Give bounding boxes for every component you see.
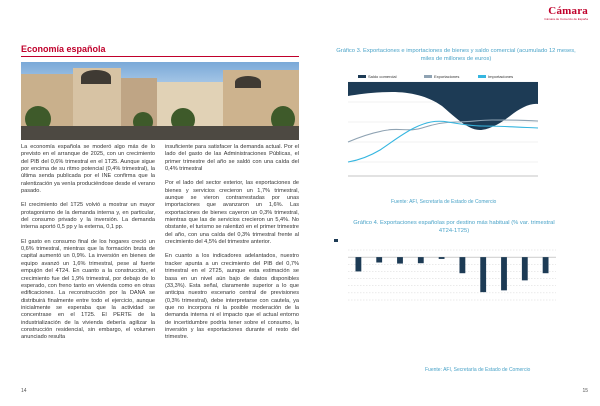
chart-4-legend — [334, 239, 338, 242]
bar — [418, 257, 424, 263]
chart-3-source: Fuente: AFI, Secretaría de Estado de Comercio — [391, 199, 497, 205]
camara-logo — [528, 5, 588, 21]
legend-label-importaciones: Importaciones — [488, 74, 514, 79]
paragraph: La economía española se moderó algo más de lo previsto en el arranque de 2025, con un crecimiento del PIB del 0,6% trimestral en el 1T25. Aunque sigue por encima de su ritmo potencial (0,4% trimestral), la última senda publicada por el INE confirma que la ralentización ya venía produciéndose desde el verano pasado. — [21, 144, 155, 195]
legend-label-saldo: Saldo comercial — [368, 74, 397, 79]
bar — [397, 257, 403, 263]
chart-3-title: Gráfico 3. Exportaciones e importaciones de bienes y saldo comercial (acumulado 12 meses, miles de millones de euros) — [336, 48, 576, 62]
trade-line-chart — [330, 72, 580, 192]
paragraph: Por el lado del sector exterior, las exportaciones de bienes y servicios crecieron un 1,7% trimestral, aunque se vieron contrarrestadas por unas importaciones que avanzaron un 1,6%. Las exportaciones de bienes cayeron un 0,3% trimestral, mientras que las de servicios crecieron un 5,4%. No obstante, el turismo se ralentizó en el primer trimestre del año, con una caída del 0,3% trimestral frente al crecimiento del 4,5% del trimestre anterior. — [165, 180, 299, 246]
paragraph: insuficiente para satisfacer la demanda actual. Por el lado del gasto de las Administraciones Públicas, el primer trimestre del año se saldó con una caída del 0,4% trimestral — [165, 144, 299, 173]
paragraph: El gasto en consumo final de los hogares creció un 0,6% trimestral, mientras que la formación bruta de capital aumentó un 0,9%. La inversión en bienes de equipo avanzó un 1,6% trimestral, pese al fuerte empujón del 4T24. En cuanto a la construcción, el crecimiento fue del 1,9% trimestral, por debajo de lo esperado, con freno tanto en vivienda como en otras edificaciones. La reconstrucción por la DANA se distribuirá finalmente entre todo el ejercicio, aunque inicialmente se esperaba que la actividad se concentrase en el 1T25. El PERTE de la industrialización de la vivienda debería agilizar la construcción residencial, sin embargo, el volumen anunciado resulta — [21, 238, 155, 341]
legend-swatch-importaciones — [478, 75, 486, 78]
bar — [439, 257, 445, 259]
importaciones-line — [348, 121, 538, 162]
bar — [522, 257, 528, 280]
legend-swatch-saldo — [358, 75, 366, 78]
logo-tagline: Cámara de Comercio de España — [544, 17, 588, 21]
bar — [501, 257, 507, 290]
bar — [543, 257, 549, 273]
chart-4-title: Gráfico 4. Exportaciones españolas por destino más habitual (% var. trimestral 4T24-1T25) — [353, 220, 555, 234]
section-title: Economía española — [21, 44, 106, 54]
title-divider — [21, 56, 299, 57]
exports-destination-bar-chart — [330, 236, 560, 361]
chart-3-legend — [358, 74, 513, 79]
bar — [355, 257, 361, 271]
page-number-left: 14 — [21, 388, 27, 394]
chart-4-source: Fuente: AFI, Secretaría de Estado de Comercio — [425, 367, 531, 373]
page-number-right: 15 — [582, 388, 588, 394]
text-column-right — [165, 144, 299, 349]
bar — [480, 257, 486, 292]
exportaciones-line — [348, 120, 538, 142]
paragraph: El crecimiento del 1T25 volvió a mostrar un mayor protagonismo de la demanda interna y, en particular, del consumo privado y la inversión. La demanda interna aportó 0,5 pp y la externa, 0,1 pp. — [21, 202, 155, 231]
legend-swatch-exportaciones — [424, 75, 432, 78]
madrid-street-photo — [21, 62, 299, 140]
legend-label-exportaciones: Exportaciones — [434, 74, 460, 79]
text-column-left — [21, 144, 155, 349]
bar — [459, 257, 465, 273]
logo-wordmark: Cámara — [548, 5, 588, 17]
paragraph: En cuanto a los indicadores adelantados, nuestro tracker apunta a un crecimiento del PIB del 0,7% trimestral en el 2T25, aunque esta estimación se basa en un nivel aún bajo de datos disponibles (33,3%). Esta señal, claramente superior a lo que anticipa nuestro escenario central de previsiones (0,3% trimestral), debe interpretarse con cautela, ya que no incorpora ni la posible moderación de la demanda interna ni el impacto que el actual entorno de incertidumbre podría tener sobre el consumo, la inversión y las exportaciones durante el resto del trimestre. — [165, 253, 299, 341]
chart-4-bars — [355, 257, 548, 292]
bar — [376, 257, 382, 262]
legend-swatch-bar — [334, 239, 338, 242]
